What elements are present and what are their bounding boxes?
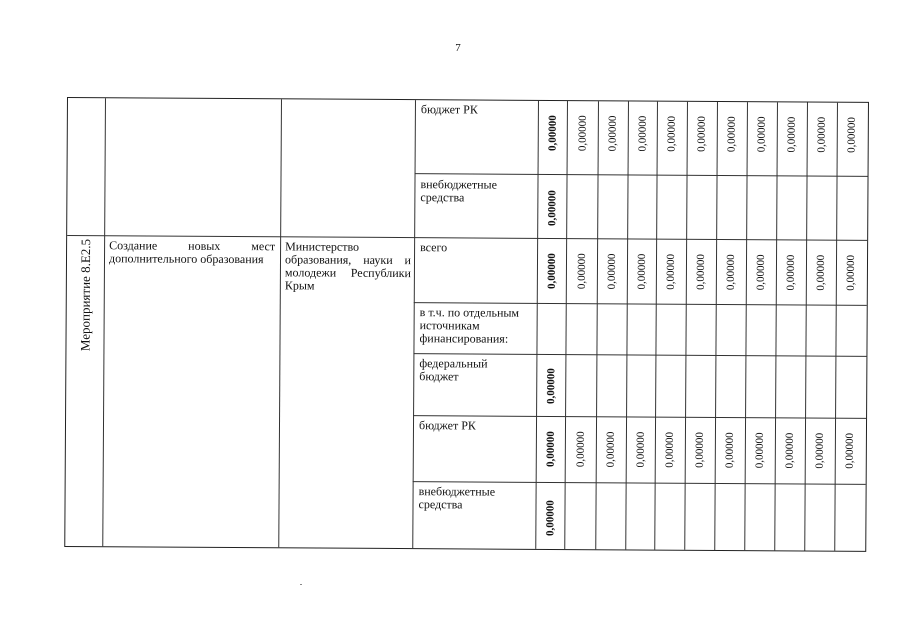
grid-line: [102, 98, 106, 546]
row-label-including: в т.ч. по отдельным источникам финансирования:: [419, 305, 520, 346]
page-number: 7: [455, 42, 461, 54]
row-label-budget-rk: бюджет РК: [418, 418, 476, 433]
row-label-budget-rk-top: бюджет РК: [420, 102, 478, 117]
grid-line: [413, 415, 866, 419]
grid-line: [278, 99, 282, 547]
scan-speck: [300, 584, 302, 585]
row-label-extrabudget: внебюджетные средства: [418, 484, 496, 512]
row-label-extrabudget-top: внебюджетные средства: [420, 177, 498, 205]
row-label-total: всего: [420, 240, 448, 255]
grid-line: [415, 173, 868, 177]
measure-code: Мероприятие 8.Е2.5: [77, 238, 94, 352]
measure-name: Создание новых мест дополнительного образования: [108, 238, 276, 267]
measure-executor: Министерство образования, науки и молодежи Республики Крым: [284, 239, 412, 293]
row-label-federal: федеральный бюджет: [419, 356, 488, 384]
financing-table: бюджет РК 0,00000 0,00000 0,00000 0,00000 0,00000 0,00000 0,00000 0,00000 0,00000 0,00000 0,00000 внебюджетные средства 0,00000 Мероприятие 8.Е2.5 Создание новых мест дополнительного образования Министерство образования, науки и молодежи Республики Крым всего 0,00000 0,00000 0,00000 0,00000 0,00000 0,00000 0,00000 0,00000 0,00000 0,00000 0,00000 в т.ч. по отдельным источникам финансирования: федеральный бюджет 0,00000 бюджет РК 0,00000 0,00000 0,00000 0,00000 0,00000 0,00000 0,00000 0,00000 0,00000 0,00000 0,00000 внебюджетные средства 0,00000: [64, 97, 869, 552]
